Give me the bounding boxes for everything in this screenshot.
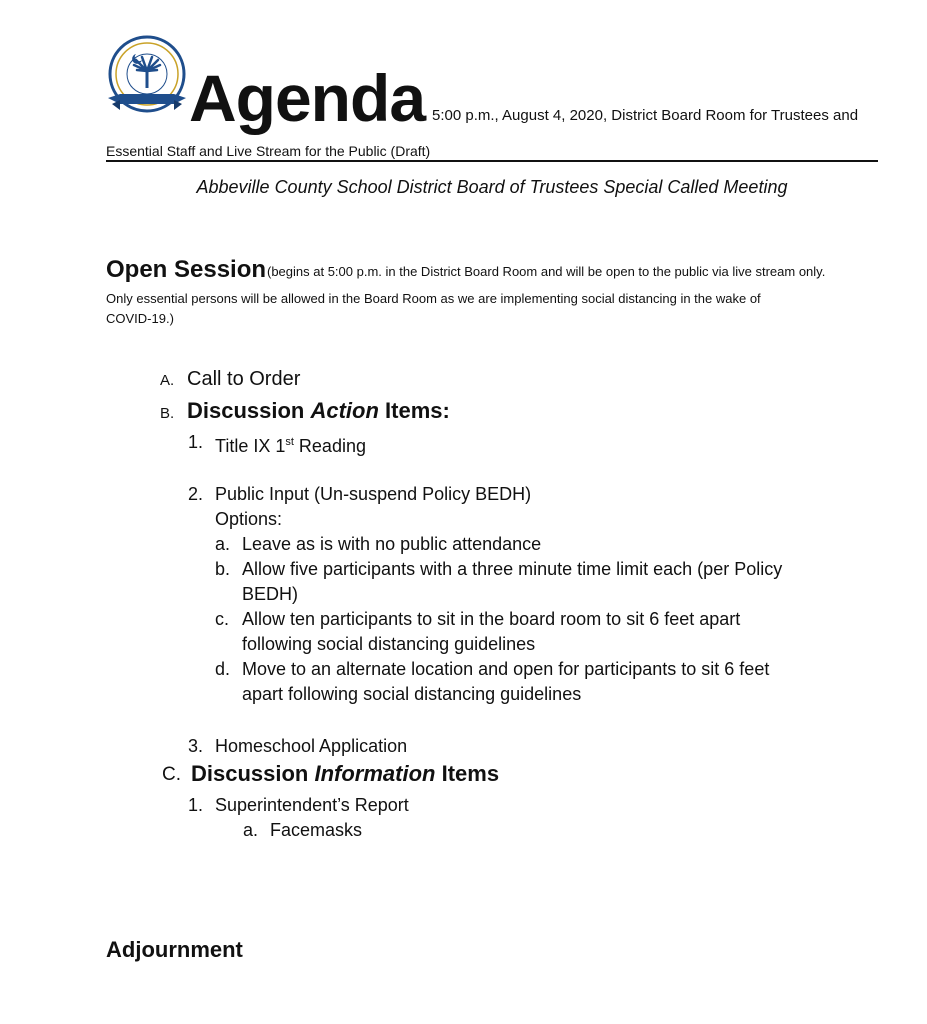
item-b-heading-part1: Discussion	[187, 398, 311, 423]
item-b2-options-label: Options:	[215, 509, 283, 529]
item-c-heading-part3: Items	[435, 761, 500, 786]
option-c-text-line2: following social distancing guidelines	[242, 634, 536, 654]
option-d-text-line2: apart following social distancing guidelines	[242, 684, 582, 704]
item-b1-text-post: Reading	[293, 436, 366, 456]
meeting-title: Abbeville County School District Board of Trustees Special Called Meeting	[196, 177, 788, 197]
item-c1-option-letter: a.	[243, 820, 259, 840]
item-c1-option-text: Facemasks	[270, 820, 363, 840]
item-b-letter: B.	[160, 405, 175, 422]
item-b1-number: 1.	[188, 432, 204, 452]
meeting-time-location-line2: Essential Staff and Live Stream for the Public (Draft)	[106, 143, 431, 159]
option-a-letter: a.	[215, 534, 231, 554]
open-session-intro-line3: COVID-19.)	[106, 311, 174, 326]
item-b2-text: Public Input (Un-suspend Policy BEDH)	[215, 484, 532, 504]
item-b-heading-part3: Items:	[378, 398, 450, 423]
item-c1-text: Superintendent’s Report	[215, 795, 409, 815]
item-b-heading	[187, 397, 450, 425]
item-c-heading	[191, 760, 499, 788]
item-a-letter: A.	[160, 372, 175, 389]
item-b3-number: 3.	[188, 736, 204, 756]
meeting-time-location-line1: 5:00 p.m., August 4, 2020, District Board Room for Trustees and	[432, 107, 859, 124]
option-a-text: Leave as is with no public attendance	[242, 534, 542, 554]
item-b1-superscript: st	[285, 436, 294, 448]
option-d-letter: d.	[215, 659, 231, 679]
option-b-text-line2: BEDH)	[242, 584, 299, 604]
item-c-letter: C.	[162, 764, 181, 785]
option-c-letter: c.	[215, 609, 230, 629]
item-b3-text: Homeschool Application	[215, 736, 408, 756]
district-seal-logo	[106, 34, 188, 120]
item-b-heading-emphasis: Action	[310, 398, 379, 423]
item-b2-number: 2.	[188, 484, 204, 504]
header-divider	[106, 160, 878, 162]
option-b-text-line1: Allow five participants with a three minute time limit each (per Policy	[242, 559, 783, 579]
item-c-heading-emphasis: Information	[314, 761, 436, 786]
option-b-letter: b.	[215, 559, 231, 579]
item-b1-text	[215, 430, 366, 458]
item-c1-number: 1.	[188, 795, 204, 815]
page-title: Agenda	[189, 61, 426, 135]
option-d-text-line1: Move to an alternate location and open for participants to sit 6 feet	[242, 659, 770, 679]
option-c-text-line1: Allow ten participants to sit in the board room to sit 6 feet apart	[242, 609, 741, 629]
adjournment-heading: Adjournment	[106, 937, 243, 962]
palmetto-icon	[146, 70, 149, 88]
item-a-title: Call to Order	[187, 368, 301, 390]
item-c-heading-part1: Discussion	[191, 761, 315, 786]
open-session-intro-line2: Only essential persons will be allowed in the Board Room as we are implementing social distancing in the wake of	[106, 291, 761, 306]
open-session-heading: Open Session	[106, 256, 267, 283]
open-session-intro-line1: (begins at 5:00 p.m. in the District Board Room and will be open to the public via live stream only.	[267, 264, 826, 279]
item-b1-text-pre: Title IX 1	[215, 436, 286, 456]
